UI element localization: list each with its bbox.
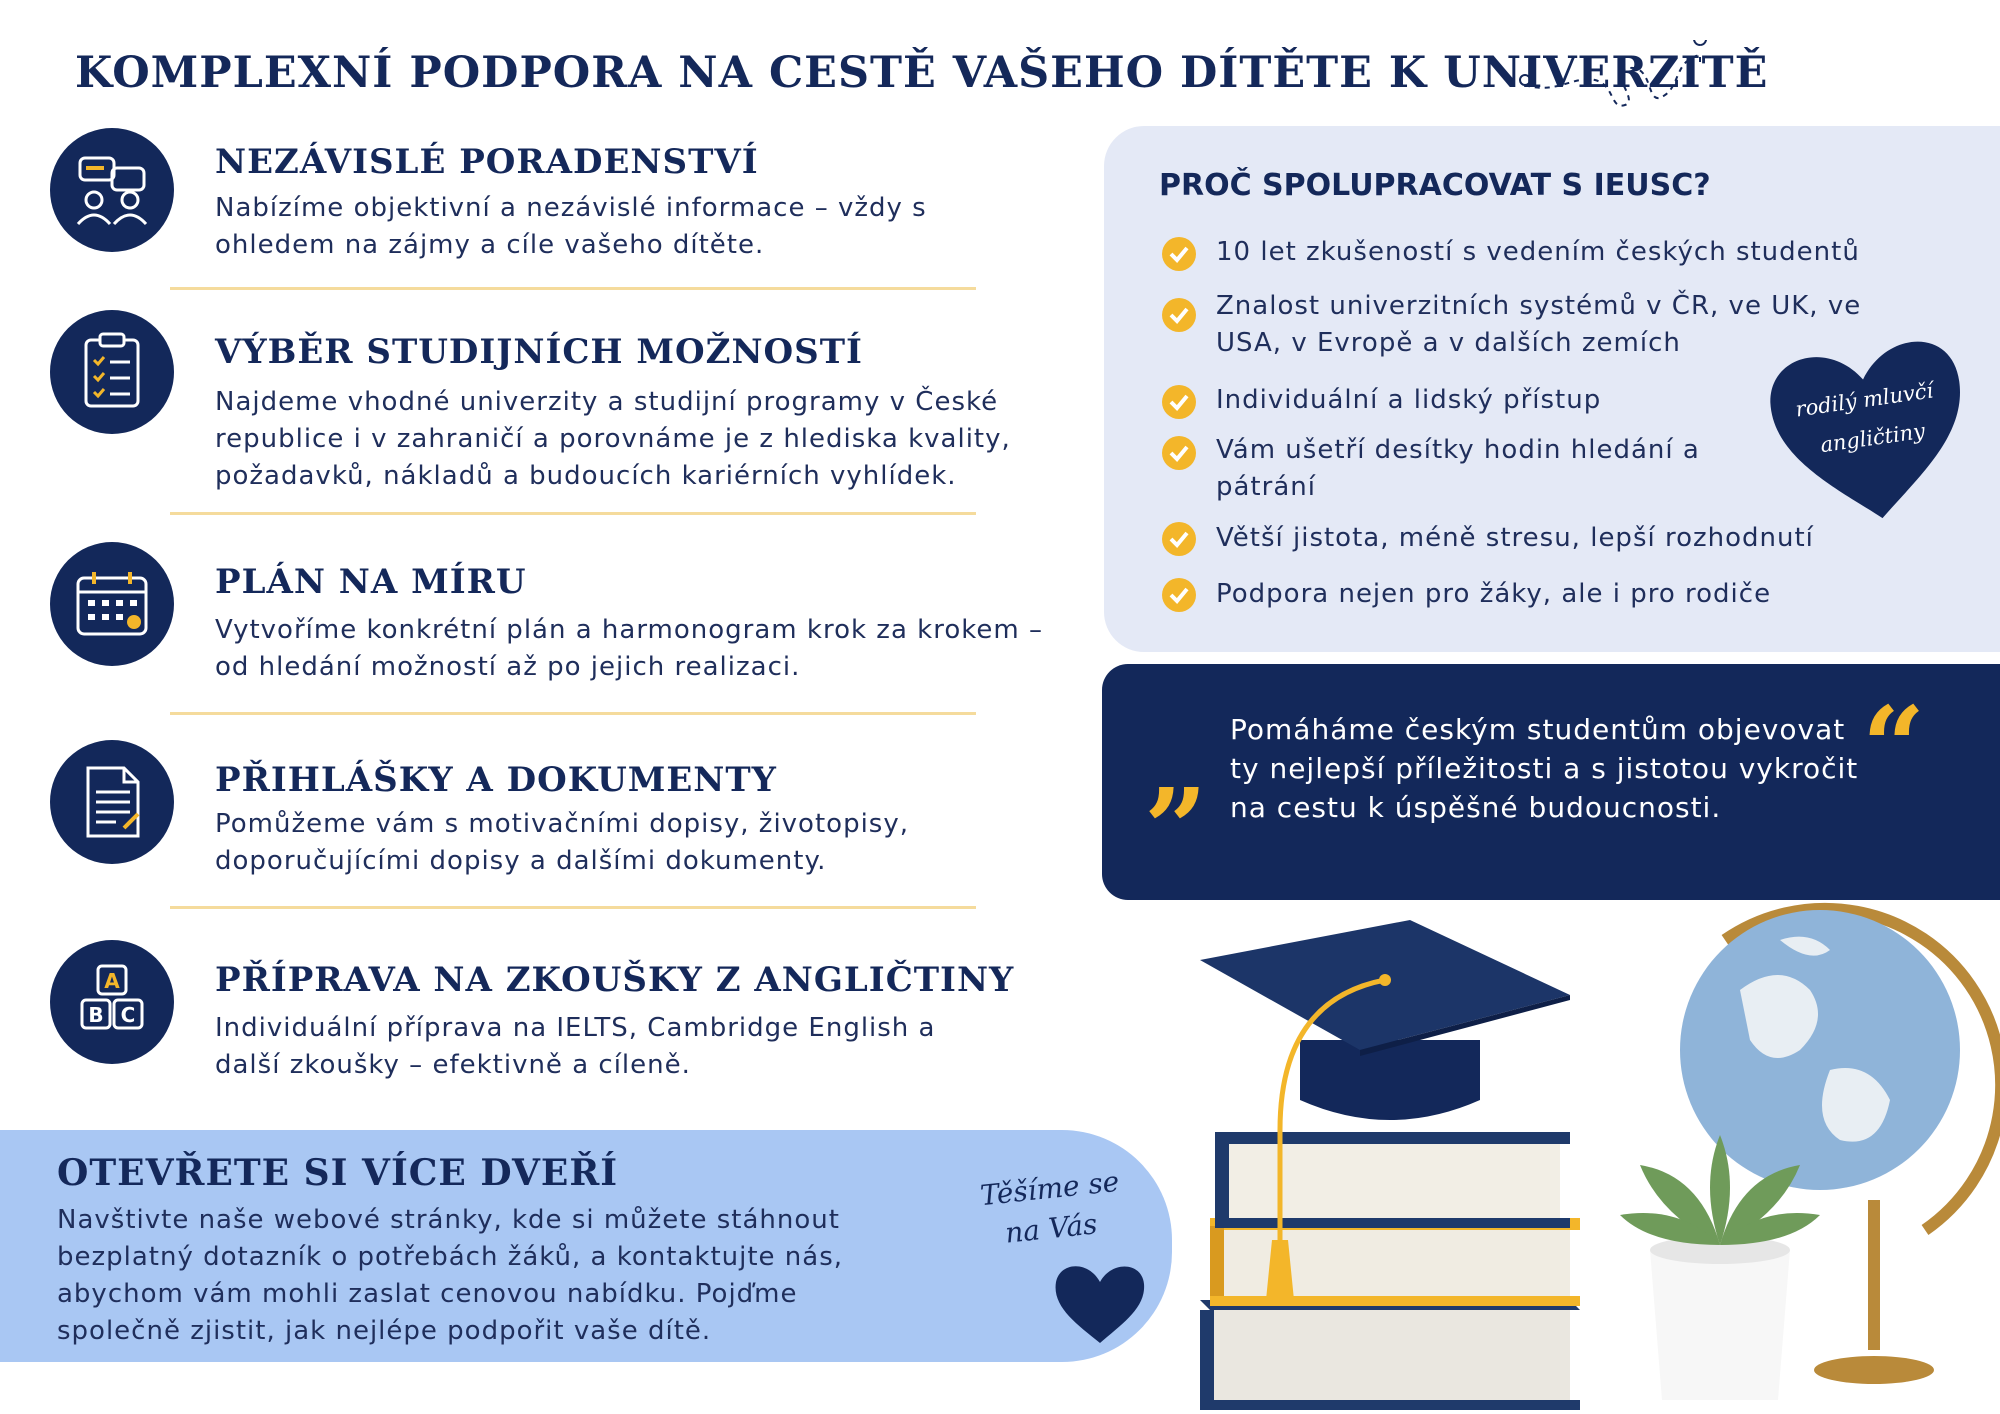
small-heart-icon [1050,1258,1150,1348]
signature-line-2: na Vás [1003,1207,1099,1250]
service-title-english: PŘÍPRAVA NA ZKOUŠKY Z ANGLIČTINY [215,960,1015,1000]
abc-blocks-icon [50,940,174,1064]
quote-panel [1102,664,2000,900]
service-title-counseling: NEZÁVISLÉ PORADENSTVÍ [215,142,759,182]
abc-letter-a: A [104,969,120,993]
service-desc-plan: Vytvoříme konkrétní plán a harmonogram krok za krokem – od hledání možností až po jejich realizaci. [215,615,1043,682]
clipboard-checklist-icon [50,310,174,434]
service-title-plan: PLÁN NA MÍRU [215,562,527,602]
heart-text-english: angličtiny [1818,418,1927,458]
service-desc-counseling: Nabízíme objektivní a nezávislé informace – vždy s ohledem na zájmy a cíle vašeho dítěte. [215,193,927,260]
check-icon [1162,578,1196,612]
why-item-text: Vám ušetří desítky hodin hledání a pátrání [1216,435,1700,502]
check-icon [1162,385,1196,419]
quote-text: Pomáháme českým studentům objevovat ty nejlepší příležitosti a s jistotou vykročit na cestu k úspěšné budoucnosti. [1230,713,1859,824]
why-item-text: Individuální a lidský přístup [1216,385,1602,415]
service-title-selection: VÝBĚR STUDIJNÍCH MOŽNOSTÍ [215,332,863,372]
service-desc-documents: Pomůžeme vám s motivačními dopisy, životopisy, doporučujícími dopisy a dalšími dokumenty. [215,809,909,876]
consultation-icon [50,128,174,252]
why-item-text: Znalost univerzitních systémů v ČR, ve UK, ve USA, v Evropě a v dalších zemích [1216,291,1862,358]
close-quote-icon: ” [1144,764,1208,893]
open-doors-title: OTEVŘETE SI VÍCE DVEŘÍ [57,1152,619,1194]
service-desc-selection: Najdeme vhodné univerzity a studijní programy v České republice i v zahraničí a porovnáme je z hlediska kvality, požadavků, nákladů a budoucích kariérních vyhlídek. [215,387,1011,491]
open-doors-text: Navštivte naše webové stránky, kde si můžete stáhnout bezplatný dotazník o potřebách žáků, a kontaktujte nás, abychom vám mohli zaslat cenovou nabídku. Pojďme společně zjistit, jak nejlépe podpořit vaše dítě. [57,1205,844,1346]
service-title-documents: PŘIHLÁŠKY A DOKUMENTY [215,760,777,800]
document-icon [50,740,174,864]
heart-text-native: rodilý mluvčí [1794,378,1935,422]
check-icon [1162,436,1196,470]
page-title: KOMPLEXNÍ PODPORA NA CESTĚ VAŠEHO DÍTĚTE K UNIVERZITĚ [75,48,1769,98]
signature-line-1: Těšíme se [978,1164,1121,1213]
separator [170,712,976,715]
check-icon [1162,522,1196,556]
check-icon [1162,298,1196,332]
service-desc-english: Individuální příprava na IELTS, Cambridge English a další zkoušky – efektivně a cíleně. [215,1013,936,1080]
open-doors-panel [0,1130,1172,1362]
abc-letter-c: C [120,1003,136,1027]
separator [170,906,976,909]
graduation-illustration [1180,900,2000,1414]
route-path-icon [1515,40,1715,120]
separator [170,287,976,290]
calendar-icon [50,542,174,666]
check-icon [1162,237,1196,271]
separator [170,512,976,515]
abc-letter-b: B [88,1003,104,1027]
open-quote-icon: “ [1862,682,1926,811]
why-item-text: Podpora nejen pro žáky, ale i pro rodiče [1216,579,1772,609]
why-item-text: Větší jistota, méně stresu, lepší rozhodnutí [1216,523,1814,553]
why-title: PROČ SPOLUPRACOVAT S IEUSC? [1159,168,1711,203]
why-item-text: 10 let zkušeností s vedením českých studentů [1216,237,1860,267]
